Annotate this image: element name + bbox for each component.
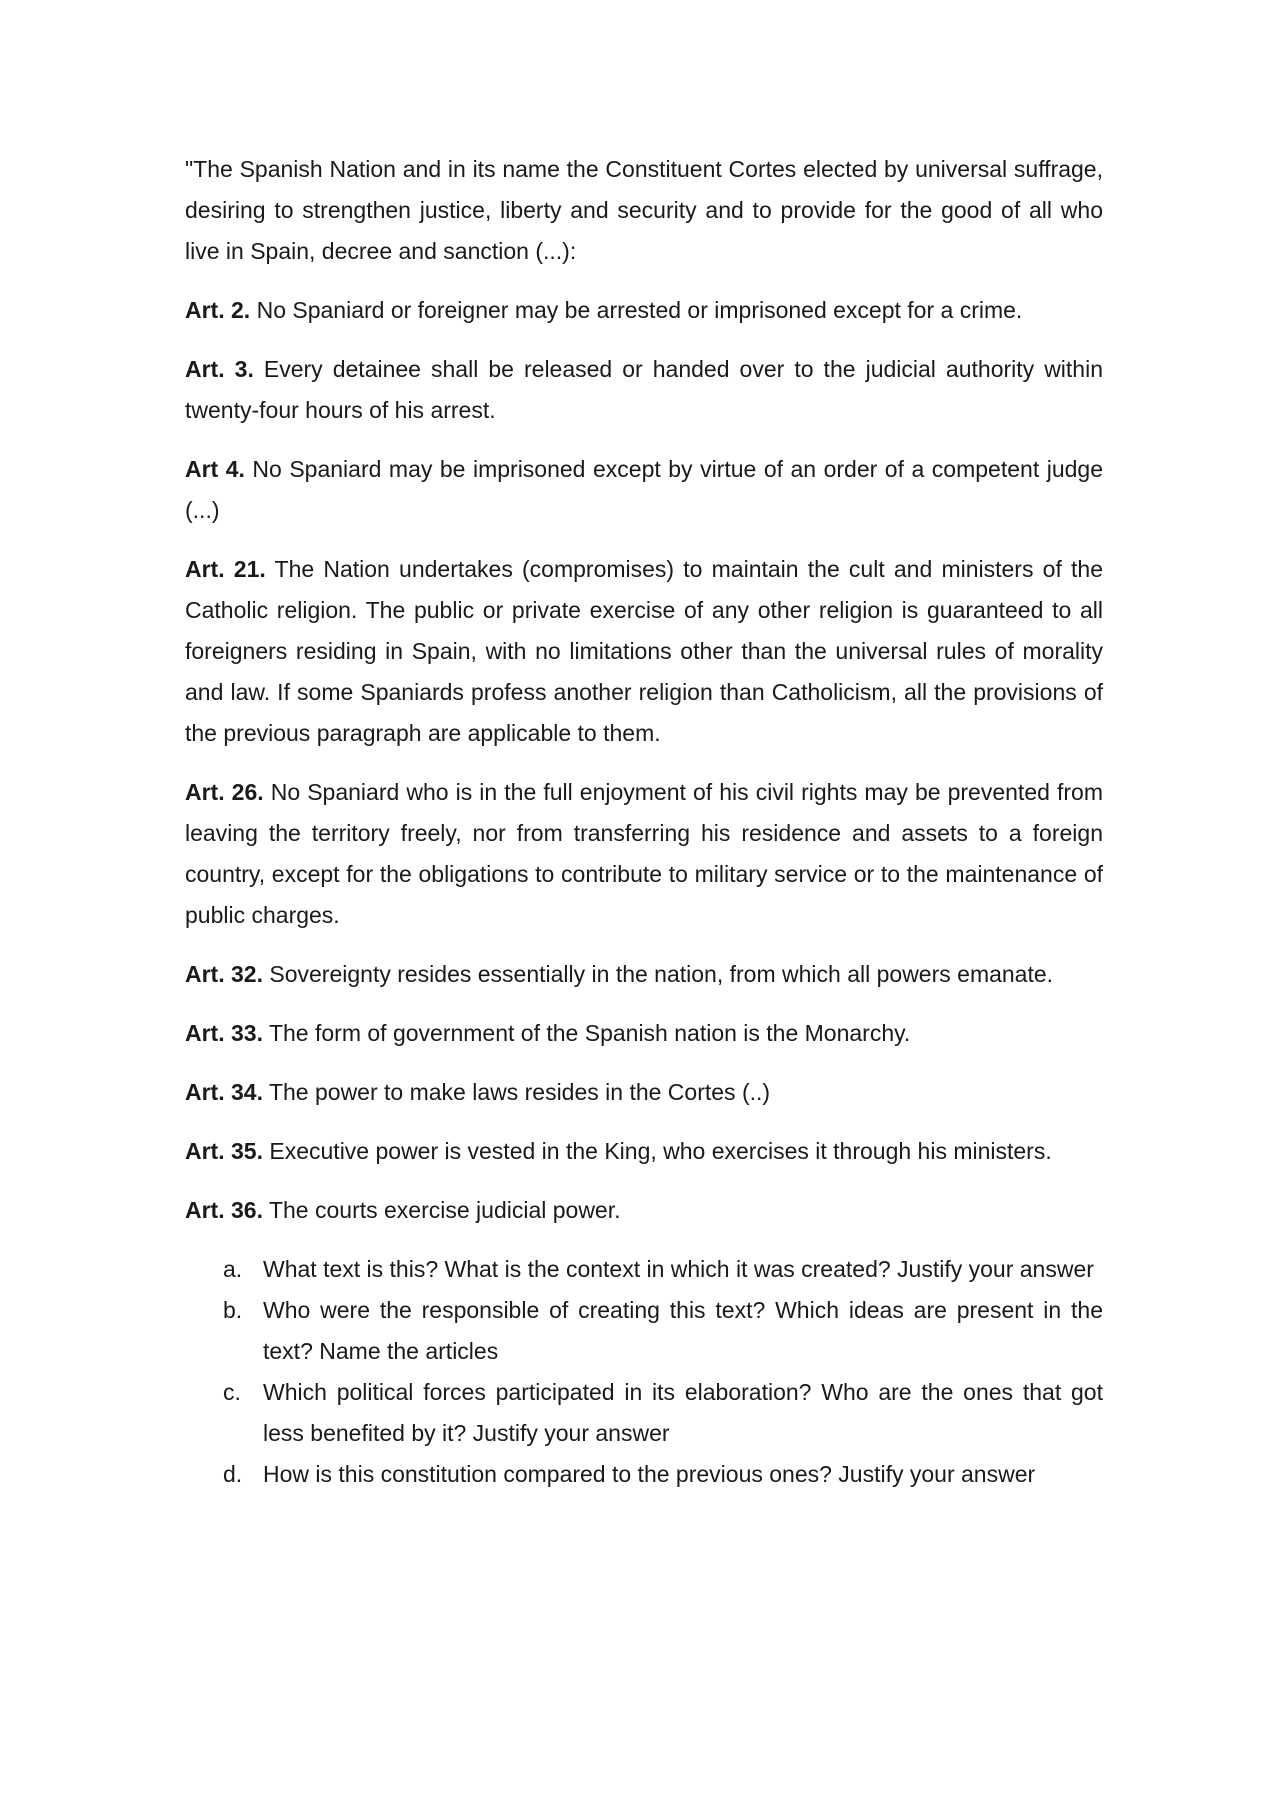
article-3 [185,349,1103,431]
article-text: No Spaniard may be imprisoned except by virtue of an order of a competent judge (...) [185,456,1103,523]
intro-paragraph: "The Spanish Nation and in its name the Constituent Cortes elected by universal suffrage, desiring to strengthen justice, liberty and security and to provide for the good of all who live in Spain, decree and sanction (...): [185,156,1103,264]
question-marker: d. [223,1461,243,1487]
question-item-a [185,1249,1103,1290]
question-marker: c. [223,1379,241,1405]
question-text: Who were the responsible of creating this text? Which ideas are present in the text? Name the articles [263,1297,1103,1364]
article-text: The form of government of the Spanish nation is the Monarchy. [262,1020,911,1046]
article-number: Art. 21. [185,556,266,582]
article-36 [185,1190,1103,1231]
article-21 [185,549,1103,754]
article-text: The courts exercise judicial power. [262,1197,621,1223]
question-marker: a. [223,1256,243,1282]
article-text: Executive power is vested in the King, who exercises it through his ministers. [262,1138,1052,1164]
article-32 [185,954,1103,995]
article-text: No Spaniard or foreigner may be arrested or imprisoned except for a crime. [250,297,1023,323]
question-item-d [185,1454,1103,1495]
article-35 [185,1131,1103,1172]
question-item-c [185,1372,1103,1454]
article-text: The Nation undertakes (compromises) to maintain the cult and ministers of the Catholic religion. The public or private exercise of any other religion is guaranteed to all foreigners residing in Spain, with no limitations other than the universal rules of morality and law. If some Spaniards profess another religion than Catholicism, all the provisions of the previous paragraph are applicable to them. [185,556,1103,746]
article-number: Art. 34. [185,1079,263,1105]
article-26 [185,772,1103,936]
article-text: The power to make laws resides in the Cortes (..) [262,1079,771,1105]
question-item-b [185,1290,1103,1372]
article-number: Art. 35. [185,1138,263,1164]
article-number: Art. 33. [185,1020,263,1046]
question-text: Which political forces participated in its elaboration? Who are the ones that got less benefited by it? Justify your answer [263,1379,1103,1446]
article-number: Art. 36. [185,1197,263,1223]
article-33 [185,1013,1103,1054]
article-4 [185,449,1103,531]
article-text: No Spaniard who is in the full enjoyment of his civil rights may be prevented from leaving the territory freely, nor from transferring his residence and assets to a foreign country, except for the obligations to contribute to military service or to the maintenance of public charges. [185,779,1103,928]
article-text: Every detainee shall be released or handed over to the judicial authority within twenty-four hours of his arrest. [185,356,1103,423]
article-number: Art. 2. [185,297,251,323]
question-text: How is this constitution compared to the previous ones? Justify your answer [263,1461,1036,1487]
article-number: Art 4. [185,456,245,482]
question-marker: b. [223,1297,243,1323]
question-list [185,1249,1103,1495]
article-number: Art. 3. [185,356,254,382]
article-number: Art. 26. [185,779,264,805]
article-2 [185,290,1103,331]
article-text: Sovereignty resides essentially in the nation, from which all powers emanate. [262,961,1054,987]
question-text: What text is this? What is the context in which it was created? Justify your answer [263,1256,1094,1282]
document-page [185,149,1103,1495]
article-number: Art. 32. [185,961,263,987]
article-34 [185,1072,1103,1113]
